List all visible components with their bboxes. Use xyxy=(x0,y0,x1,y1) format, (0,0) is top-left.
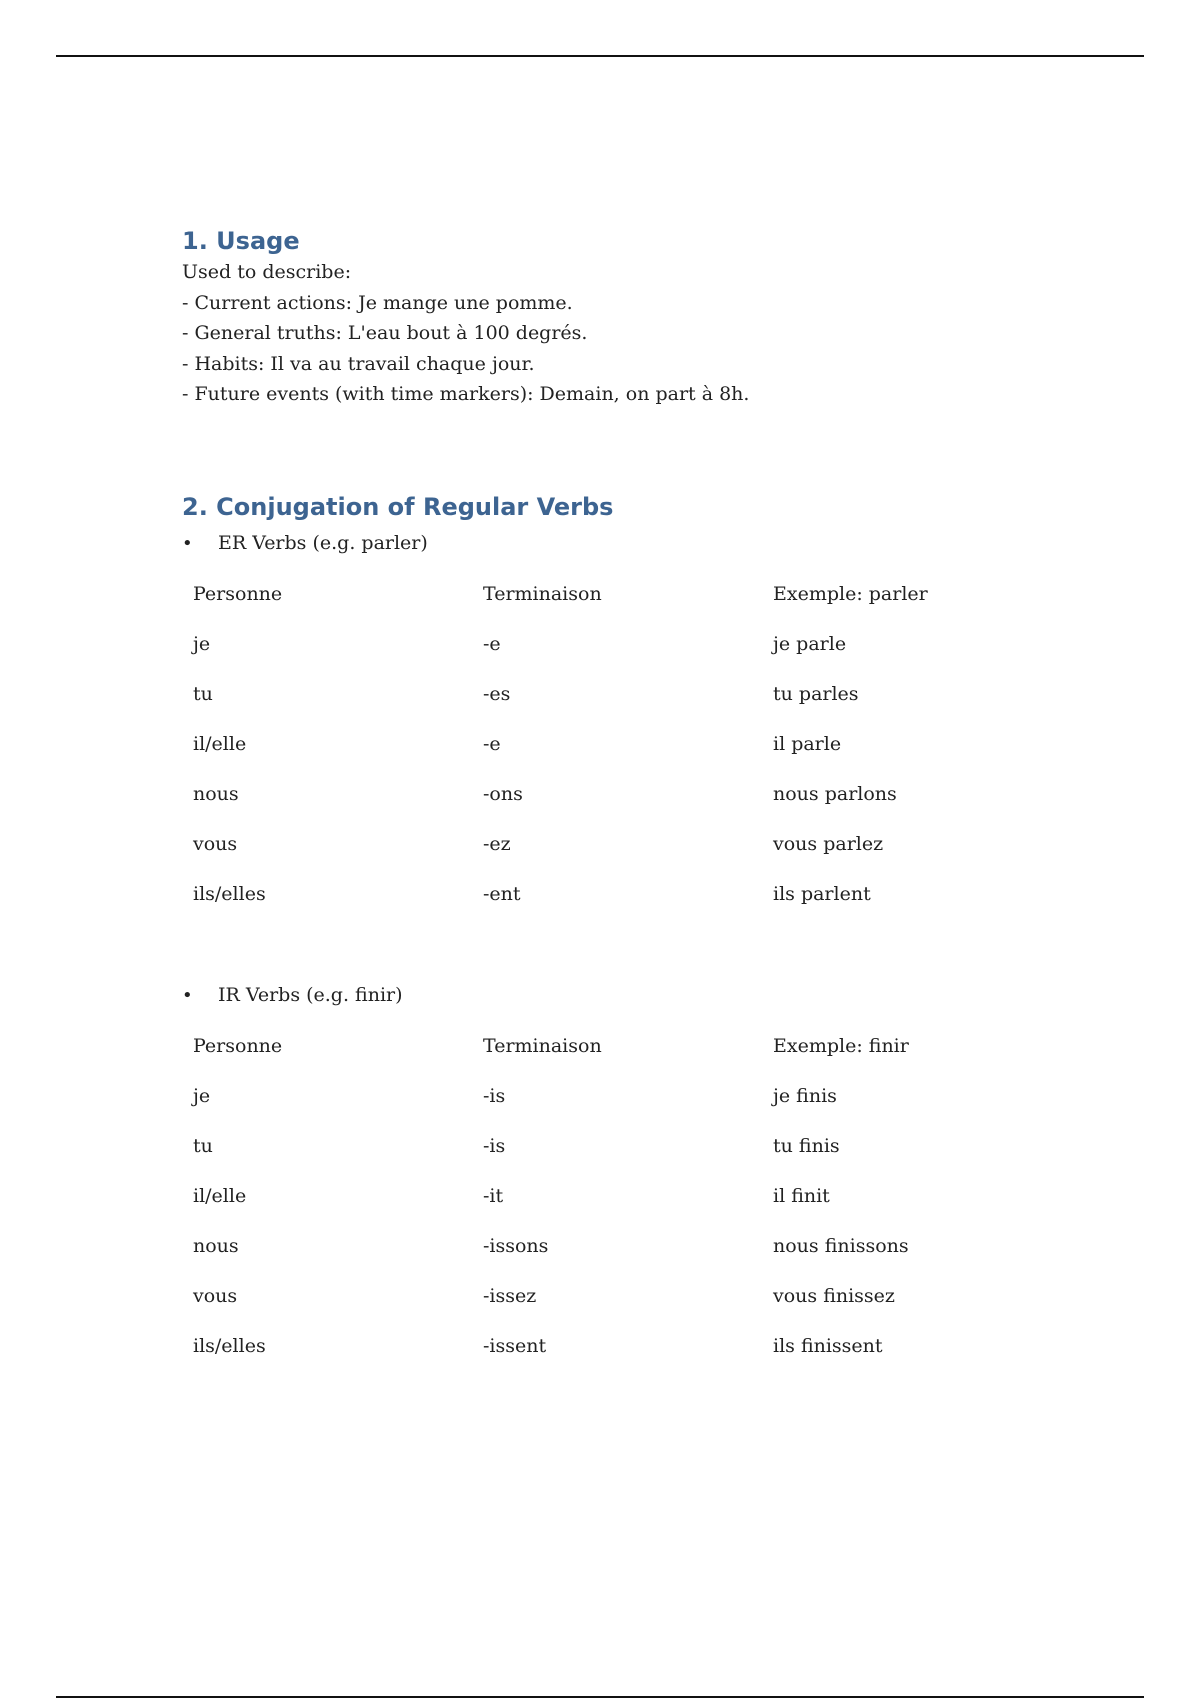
cell-terminaison: -is xyxy=(483,1085,506,1107)
cell-terminaison: -e xyxy=(483,633,501,655)
er-verbs-bullet xyxy=(182,527,1062,559)
table-row xyxy=(182,819,1053,869)
header-rule xyxy=(56,55,1144,57)
column-header-terminaison: Terminaison xyxy=(483,583,602,605)
cell-personne: vous xyxy=(193,1285,238,1307)
cell-personne: tu xyxy=(193,683,213,705)
cell-exemple: tu finis xyxy=(773,1135,840,1157)
cell-exemple: ils finissent xyxy=(773,1335,883,1357)
usage-section xyxy=(182,225,1062,410)
bullet-icon: • xyxy=(182,984,193,1006)
table-row xyxy=(182,1171,1053,1221)
table-header-row xyxy=(182,1021,1053,1071)
ir-verbs-title: IR Verbs (e.g. finir) xyxy=(218,984,403,1006)
table-row xyxy=(182,719,1053,769)
cell-terminaison: -ez xyxy=(483,833,511,855)
er-verbs-block xyxy=(182,527,1062,919)
cell-personne: il/elle xyxy=(193,733,247,755)
bullet-icon: • xyxy=(182,532,193,554)
cell-personne: je xyxy=(193,1085,211,1107)
column-header-exemple: Exemple: parler xyxy=(773,583,928,605)
cell-terminaison: -ent xyxy=(483,883,521,905)
cell-exemple: tu parles xyxy=(773,683,859,705)
cell-exemple: je finis xyxy=(773,1085,837,1107)
er-verbs-title: ER Verbs (e.g. parler) xyxy=(218,532,428,554)
cell-personne: tu xyxy=(193,1135,213,1157)
cell-exemple: il parle xyxy=(773,733,842,755)
ir-verbs-block xyxy=(182,979,1062,1371)
usage-item: - Current actions: Je mange une pomme. xyxy=(182,291,573,314)
cell-exemple: nous parlons xyxy=(773,783,897,805)
table-row xyxy=(182,769,1053,819)
cell-exemple: vous parlez xyxy=(773,833,884,855)
ir-verbs-bullet xyxy=(182,979,1062,1011)
usage-intro: Used to describe: xyxy=(182,261,352,283)
cell-exemple: je parle xyxy=(773,633,847,655)
usage-item: - Habits: Il va au travail chaque jour. xyxy=(182,352,535,375)
cell-personne: ils/elles xyxy=(193,1335,266,1357)
cell-terminaison: -e xyxy=(483,733,501,755)
cell-terminaison: -it xyxy=(483,1185,504,1207)
table-row xyxy=(182,1121,1053,1171)
table-row xyxy=(182,1221,1053,1271)
table-row xyxy=(182,1271,1053,1321)
cell-terminaison: -ons xyxy=(483,783,523,805)
column-header-personne: Personne xyxy=(193,1035,283,1057)
cell-personne: ils/elles xyxy=(193,883,266,905)
usage-item: - General truths: L'eau bout à 100 degrés. xyxy=(182,322,588,344)
cell-terminaison: -issez xyxy=(483,1285,537,1307)
cell-exemple: ils parlent xyxy=(773,883,871,905)
column-header-exemple: Exemple: finir xyxy=(773,1035,909,1057)
conjugation-section xyxy=(182,491,1062,1371)
cell-exemple: nous finissons xyxy=(773,1235,909,1257)
table-row xyxy=(182,669,1053,719)
cell-exemple: il finit xyxy=(773,1185,830,1207)
cell-exemple: vous finissez xyxy=(773,1285,895,1307)
column-header-terminaison: Terminaison xyxy=(483,1035,602,1057)
usage-item: - Future events (with time markers): Demain, on part à 8h. xyxy=(182,383,750,405)
cell-personne: nous xyxy=(193,783,239,805)
table-row xyxy=(182,1321,1053,1371)
column-header-personne: Personne xyxy=(193,583,283,605)
usage-heading: 1. Usage xyxy=(182,227,300,255)
cell-personne: je xyxy=(193,633,211,655)
cell-terminaison: -issent xyxy=(483,1335,547,1357)
footer-rule xyxy=(56,1696,1144,1698)
conjugation-heading: 2. Conjugation of Regular Verbs xyxy=(182,493,614,521)
ir-conjugation-table xyxy=(182,1021,1053,1371)
cell-personne: vous xyxy=(193,833,238,855)
cell-terminaison: -is xyxy=(483,1135,506,1157)
cell-personne: il/elle xyxy=(193,1185,247,1207)
table-row xyxy=(182,869,1053,919)
cell-terminaison: -es xyxy=(483,683,511,705)
table-row xyxy=(182,1071,1053,1121)
cell-terminaison: -issons xyxy=(483,1235,549,1257)
er-conjugation-table xyxy=(182,569,1053,919)
table-header-row xyxy=(182,569,1053,619)
cell-personne: nous xyxy=(193,1235,239,1257)
table-row xyxy=(182,619,1053,669)
